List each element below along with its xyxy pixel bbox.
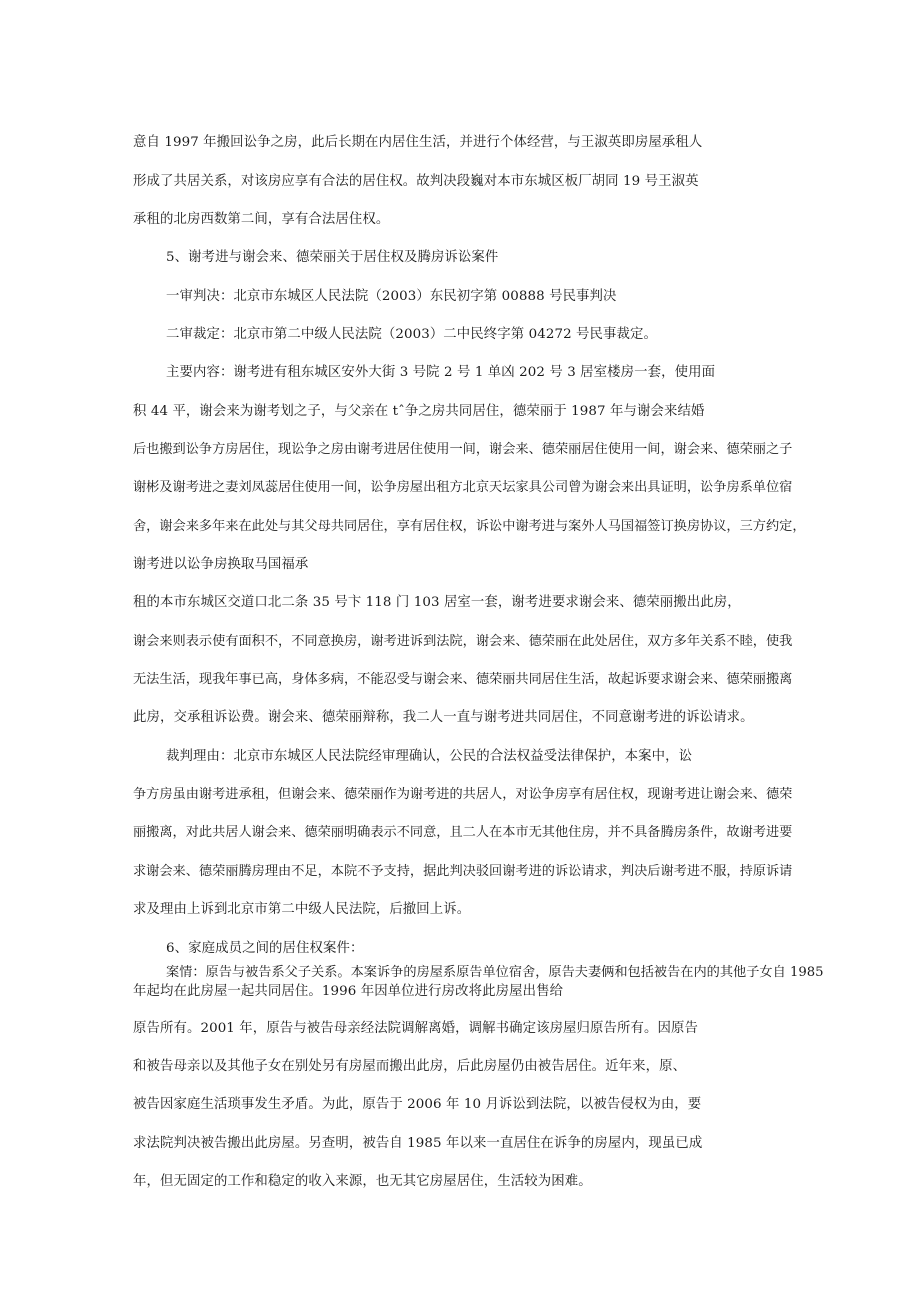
text-line-20: 求谢会来、德荣丽腾房理由不足，本院不予支持，据此判决驳回谢考进的诉讼请求，判决后谢考进不服，持原诉请 bbox=[133, 864, 793, 879]
text-line-9: 后也搬到讼争方房居住，现讼争之房由谢考进居住使用一间，谢会来、德荣丽居住使用一间，谢会来、德荣丽之子 bbox=[133, 442, 793, 457]
text-line-3: 承租的北房西数第二间，享有合法居住权。 bbox=[133, 212, 390, 227]
text-line-5: 一审判决：北京市东城区人民法院（2003）东民初字第 00888 号民事判决 bbox=[166, 289, 617, 304]
text-line-21: 求及理由上诉到北京市第二中级人民法院，后撤回上诉。 bbox=[133, 902, 471, 917]
text-line-16: 此房，交承租诉讼费。谢会来、德荣丽辩称，我二人一直与谢考进共同居住，不同意谢考进的诉讼请求。 bbox=[133, 710, 754, 725]
section-heading-5: 5、谢考进与谢会来、德荣丽关于居住权及腾房诉讼案件 bbox=[166, 250, 499, 265]
text-line-12: 谢考进以讼争房换取马国福承 bbox=[133, 557, 309, 572]
text-line-23: 案情：原告与被告系父子关系。本案诉争的房屋系原告单位宿舍，原告夫妻俩和包括被告在内的其他子女自 1985 bbox=[166, 965, 824, 980]
text-line-29: 年，但无固定的工作和稳定的收入来源，也无其它房屋居住，生活较为困难。 bbox=[133, 1174, 592, 1189]
text-line-18: 争方房虽由谢考进承租，但谢会来、德荣丽作为谢考进的共居人，对讼争房享有居住权，现谢考进让谢会来、德荣 bbox=[133, 787, 793, 802]
text-line-6: 二审裁定：北京市第二中级人民法院（2003）二中民终字第 04272 号民事裁定。 bbox=[166, 327, 658, 342]
text-line-11: 舍，谢会来多年来在此处与其父母共同居住，享有居住权，诉讼中谢考进与案外人马国福签订换房协议，三方约定， bbox=[133, 519, 806, 534]
text-line-15: 无法生活，现我年事已高，身体多病，不能忍受与谢会来、德荣丽共同居住生活，故起诉要求谢会来、德荣丽搬离 bbox=[133, 672, 793, 687]
text-line-10: 谢彬及谢考进之妻刘凤蕊居住使用一间，讼争房屋出租方北京天坛家具公司曾为谢会来出具证明，讼争房系单位宿 bbox=[133, 480, 793, 495]
text-line-27: 被告因家庭生活琐事发生矛盾。为此，原告于 2006 年 10 月诉讼到法院，以被告侵权为由，要 bbox=[133, 1097, 702, 1112]
text-line-1: 意自 1997 年搬回讼争之房，此后长期在内居住生活，并进行个体经营，与王淑英即房屋承租人 bbox=[133, 135, 703, 150]
text-line-26: 和被告母亲以及其他子女在别处另有房屋而搬出此房，后此房屋仍由被告居住。近年来，原、 bbox=[133, 1059, 687, 1074]
text-line-14: 谢会来则表示使有面积不，不同意换房，谢考进诉到法院，谢会来、德荣丽在此处居住，双方多年关系不睦，使我 bbox=[133, 634, 793, 649]
text-line-13: 租的本市东城区交道口北二条 35 号卞 118 门 103 居室一套，谢考进要求谢会来、德荣丽搬出此房， bbox=[133, 595, 741, 610]
text-line-19: 丽搬离，对此共居人谢会来、德荣丽明确表示不同意，且二人在本市无其他住房，并不具备腾房条件，故谢考进要 bbox=[133, 825, 793, 840]
text-line-28: 求法院判决被告搬出此房屋。另查明，被告自 1985 年以来一直居住在诉争的房屋内，现虽已成 bbox=[133, 1136, 703, 1151]
text-line-25: 原告所有。2001 年，原告与被告母亲经法院调解离婚，调解书确定该房屋归原告所有。因原告 bbox=[133, 1021, 698, 1036]
text-line-8: 积 44 平，谢会来为谢考划之子，与父亲在 tˆ争之房共同居住，德荣丽于 1987 年与谢会来结婚 bbox=[133, 404, 705, 419]
text-line-2: 形成了共居关系，对该房应享有合法的居住权。故判决段巍对本市东城区板厂胡同 19 号王淑英 bbox=[133, 174, 699, 189]
text-line-7: 主要内容：谢考进有租东城区安外大街 3 号院 2 号 1 单凶 202 号 3 居室楼房一套，使用面 bbox=[166, 365, 716, 380]
text-line-24: 年起均在此房屋一起共同居住。1996 年因单位进行房改将此房屋出售给 bbox=[133, 984, 564, 999]
text-line-17: 裁判理由：北京市东城区人民法院经审理确认，公民的合法权益受法律保护，本案中，讼 bbox=[166, 749, 693, 764]
section-heading-6: 6、家庭成员之间的居住权案件： bbox=[166, 941, 364, 956]
